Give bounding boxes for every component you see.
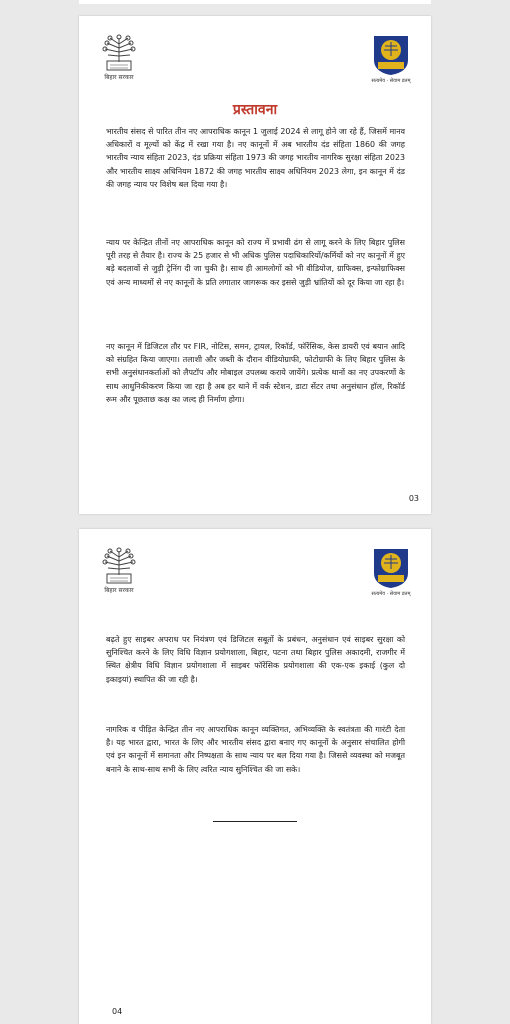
bihar-police-logo-icon <box>372 34 410 76</box>
paragraph-2: नागरिक व पीड़ित केन्द्रित तीन नए आपराधिक कानून व्यक्तिगत, अभिव्यक्ति के स्वतंत्रता की गारंटी देता है। यह भारत द्वारा, भारत के लिए और भारतीय संसद द्वारा बनाए गए कानूनों के अनुसार संचालित होगी एवं इन कानूनों में समानता और निष्पक्षता के साथ न्याय पर बल दिया गया है। जिससे व्यवस्था को मजबूत बनाने के साथ-साथ सभी के लिए त्वरित न्याय सुनिश्चित की जा सके। <box>106 725 405 774</box>
bihar-police-logo <box>369 547 413 597</box>
emblem-caption: बिहार सरकार <box>104 587 134 594</box>
document-page-1 <box>79 16 431 514</box>
paragraph-2: न्याय पर केन्द्रित तीनों नए आपराधिक कानून को राज्य में प्रभावी ढंग से लागू करने के लिए बिहार पुलिस पूरी तरह से तैयार है। राज्य के 25 हजार से भी अधिक पुलिस पदाधिकारियों/कर्मियों को नए कानूनों में हुए बड़े बदलावों से जुड़ी ट्रेनिंग दी जा चुकी है। साथ ही आमलोगों को भी वीडियोज, ग्राफिक्स, इन्फोग्राफिक्स एवं अन्य माध्यमों से नए कानूनों के प्रति लगातार जागरूक कर इससे जुड़ी भ्रांतियों को दूर किया जा रहा है। <box>106 238 405 287</box>
paragraph-3: नए कानून में डिजिटल तौर पर FIR, नोटिस, समन, ट्रायल, रिकॉर्ड, फॉरेंसिक, केस डायरी एवं बयान आदि को संग्रहित किया जाएगा। तलाशी और जब्ती के दौरान वीडियोग्राफी, फोटोग्राफी के लिए बिहार पुलिस के सभी अनुसंधानकर्ताओं को लैपटॉप और मोबाइल उपलब्ध कराये जायेंगे। प्रत्येक थानों का नए उपकरणों के साथ आधुनिकीकरण किया जा रहा है अब हर थाने में वर्क स्टेशन, डाटा सेंटर तथा अनुसंधान हॉल, रिकॉर्ड रूम और पूछताछ कक्ष का जल्द ही निर्माण होगा। <box>106 342 405 404</box>
logo-caption: सत्यमेव · सेवाम व्रतम् <box>371 78 411 84</box>
page-title: प्रस्तावना <box>232 102 278 118</box>
emblem-caption: बिहार सरकार <box>104 74 134 81</box>
paragraph-1: बढ़ते हुए साइबर अपराध पर नियंत्रण एवं डिजिटल सबूतों के प्रबंधन, अनुसंधान एवं साइबर सुरक्षा को सुनिश्चित करने के लिए विधि विज्ञान प्रयोगशाला, बिहार, पटना तथा बिहार पुलिस अकादमी, राजगीर में स्थित क्षेत्रीय विधि विज्ञान प्रयोगशाला में साइबर फॉरेंसिक प्रयोगशाला की एक-एक इकाई (कुल दो इकाइयां) स्थापित की जा रही है। <box>106 635 405 684</box>
section-divider <box>213 821 297 822</box>
document-page-2 <box>79 529 431 1024</box>
paragraph-1: भारतीय संसद से पारित तीन नए आपराधिक कानून 1 जुलाई 2024 से लागू होने जा रहे हैं, जिसमें मानव अधिकारों व मूल्यों को केंद्र में रखा गया है। नए कानूनों में अब भारतीय दंड संहिता 1860 की जगह भारतीय न्याय संहिता 2023, दंड प्रक्रिया संहिता 1973 की जगह भारतीय नागरिक सुरक्षा संहिता 2023 और भारतीय साक्ष्य अधिनियम 1872 की जगह भारतीय साक्ष्य अधिनियम 2023 लेगा, इन कानून में दंड की जगह न्याय पर विशेष बल दिया गया है। <box>106 127 405 189</box>
bodhi-tree-emblem-icon <box>99 547 139 585</box>
bihar-government-emblem <box>99 547 139 594</box>
logo-caption: सत्यमेव · सेवाम व्रतम् <box>371 591 411 597</box>
bihar-police-logo-icon <box>372 547 410 589</box>
bodhi-tree-emblem-icon <box>99 34 139 72</box>
bihar-police-logo <box>369 34 413 84</box>
bihar-government-emblem <box>99 34 139 81</box>
page-number: 03 <box>408 494 419 503</box>
page-number: 04 <box>112 1007 123 1016</box>
previous-page-edge <box>79 0 431 4</box>
